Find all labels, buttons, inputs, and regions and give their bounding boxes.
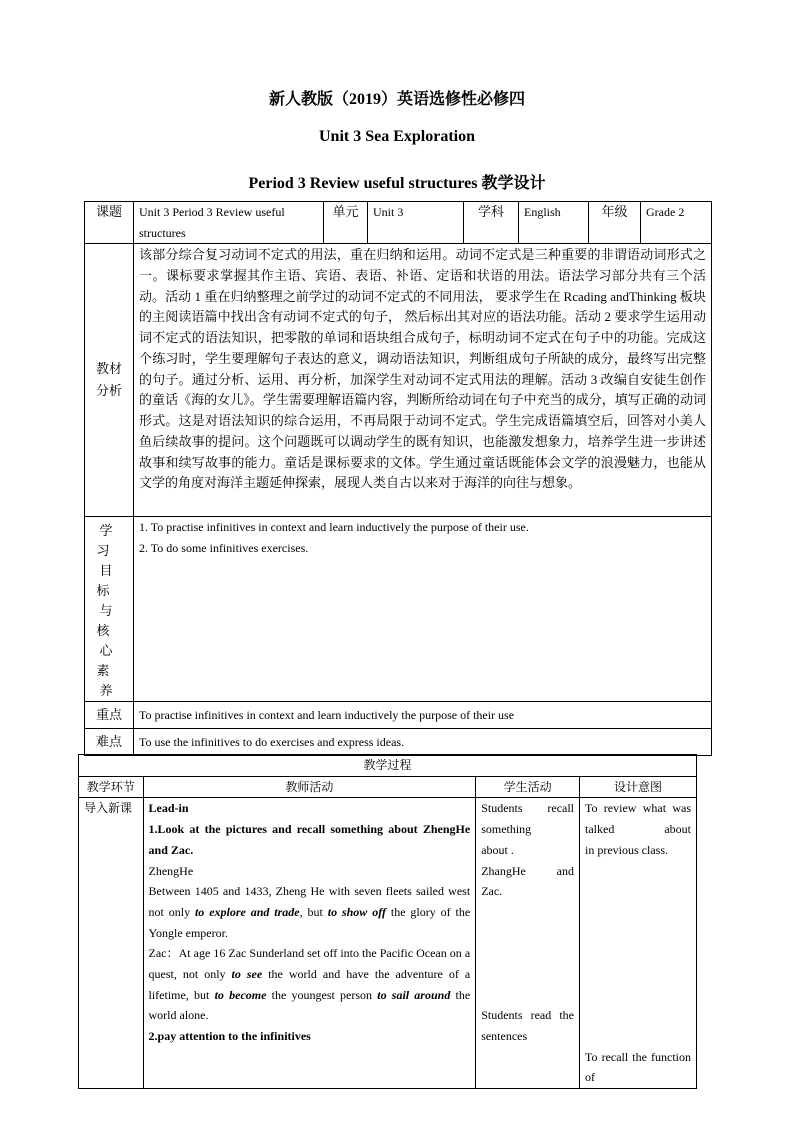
zac-passage — [149, 943, 471, 1026]
student-text-1a: Students recall something — [481, 801, 575, 837]
task-1-text: 1.Look at the pictures and recall something about ZhengHe and Zac. — [148, 822, 471, 857]
student-text-1b: about . — [481, 842, 514, 857]
task-2-text: 2.pay attention to the infinitives — [148, 1029, 311, 1044]
goals-label-line-5: 养 — [99, 683, 125, 699]
zac-text-g: the world alone. — [148, 987, 471, 1023]
unit-value: Unit 3 — [368, 202, 464, 244]
goals-label-line-2: 目标 — [96, 563, 125, 599]
analysis-label — [85, 244, 134, 517]
student-text-1d: Zac. — [481, 884, 503, 899]
design-intent — [580, 798, 697, 1089]
step-name: 导入新课 — [79, 798, 144, 1089]
key-value: To practise infinitives in context and learn inductively the purpose of their use — [134, 702, 712, 729]
goals-label-line-3: 与核 — [96, 603, 125, 639]
subject-label: 学科 — [464, 202, 519, 244]
zac-infinitive-3: to sail around — [377, 987, 451, 1002]
teaching-process-table — [78, 754, 697, 1089]
key-label: 重点 — [85, 702, 134, 729]
process-header-row — [79, 776, 697, 798]
topic-label: 课题 — [85, 202, 134, 244]
student-text-2: Students read the sentences — [481, 1007, 575, 1043]
zac-text-e: the youngest person — [266, 987, 378, 1002]
zhenghe-text-a: Between 1405 and 1433, Zheng He with seven fleets sailed west not only — [148, 884, 471, 919]
unit-label: 单元 — [324, 202, 368, 244]
intent-text-1b: in previous class. — [585, 842, 669, 857]
student-text-1c: ZhangHe and — [481, 863, 575, 878]
col-header-step: 教学环节 — [79, 776, 144, 798]
goal-item-1: 1. To practise infinitives in context and learn inductively the purpose of their use. — [139, 520, 529, 535]
leadin-heading: Lead-in — [148, 801, 189, 816]
zac-text-c: the world and have the adventure of a lifetime, but — [148, 967, 471, 1002]
info-row-goals — [85, 517, 712, 702]
zhenghe-passage — [149, 881, 471, 943]
zhenghe-infinitive-2: to show off — [327, 904, 386, 919]
difficulty-label: 难点 — [85, 729, 134, 756]
info-row-difficulty — [85, 729, 712, 756]
goals-label-line-4: 心素 — [96, 643, 125, 679]
intent-text-1a: To review what was talked about — [585, 801, 691, 837]
intent-text-2: To recall the function of — [585, 1049, 691, 1085]
goals-label — [85, 517, 134, 702]
col-header-student: 学生活动 — [476, 776, 580, 798]
process-title: 教学过程 — [79, 755, 697, 777]
student-activity — [476, 798, 580, 1089]
process-title-row — [79, 755, 697, 777]
course-info-table — [84, 201, 712, 756]
zhenghe-heading: ZhengHe — [148, 863, 194, 878]
difficulty-value: To use the infinitives to do exercises and express ideas. — [134, 729, 712, 756]
goals-text — [134, 517, 712, 702]
topic-value: Unit 3 Period 3 Review useful structures — [134, 202, 324, 244]
analysis-label-line-2: 分析 — [95, 383, 122, 399]
analysis-label-line-1: 教材 — [95, 361, 122, 377]
zhenghe-infinitive-1: to explore and trade — [194, 904, 300, 919]
student-spacer — [481, 902, 574, 1005]
zhenghe-text-e: the glory of the Yongle emperor. — [148, 904, 471, 940]
info-row-topic — [85, 202, 712, 244]
process-row-leadin — [79, 798, 697, 1089]
zac-text-a: Zac：At age 16 Zac Sunderland set off into the Pacific Ocean on a quest, not only — [148, 946, 471, 982]
period-title: Period 3 Review useful structures 教学设计 — [248, 175, 546, 192]
goal-item-2: 2. To do some infinitives exercises. — [139, 540, 309, 555]
col-header-intent: 设计意图 — [580, 776, 697, 798]
zac-infinitive-1: to see — [231, 967, 263, 982]
intent-spacer — [585, 861, 691, 1047]
analysis-text: 该部分综合复习动词不定式的用法，重在归纳和运用。动词不定式是三种重要的非谓语动词形式之一。课标要求掌握其作主语、宾语、表语、补语、定语和状语的用法。语法学习部分共有三个活动。活动 1 重在归纳整理之前学过的动词不定式的不同用法， 要求学生在 Rcading andThinking 板块的主阅读语篇中找出含有动词不定式的句子， 然后标出其对应的语法功能。活动 2 要求学生运用动词不定式的语法知识，把零散的单词和语块组合成句子，标明动词不定式在句子中的功能。完成这个练习时，学生要理解句子表达的意义，调动语法知识，判断组成句子所缺的成分，最终写出完整的句子。通过分析、运用、再分析，加深学生对动词不定式用法的理解。活动 3 改编自安徒生创作的童话《海的女儿》。学生需要理解语篇内容，判断所给动词在句子中充当的成分，填写正确的动词形式。这是对语法知识的综合运用，不再局限于动词不定式。学生完成语篇填空后，回答对小美人鱼后续故事的提问。这个问题既可以调动学生的既有知识，也能激发想象力，培养学生进一步讲述故事和续写故事的能力。童话是课标要求的文体。学生通过童话既能体会文学的浪漫魅力，也能从文学的角度对海洋主题延伸探索，展现人类自古以来对于海洋的向往与想象。 — [134, 244, 712, 517]
info-row-analysis — [85, 244, 712, 517]
document-title: 新人教版（2019）英语选修性必修四 — [268, 91, 525, 108]
grade-value: Grade 2 — [641, 202, 712, 244]
teacher-activity — [143, 798, 476, 1089]
info-row-key — [85, 702, 712, 729]
grade-label: 年级 — [589, 202, 641, 244]
col-header-teacher: 教师活动 — [143, 776, 476, 798]
goals-label-line-1: 学习 — [96, 523, 125, 559]
zhenghe-text-c: , but — [299, 904, 328, 919]
zac-infinitive-2: to become — [214, 987, 267, 1002]
subject-value: English — [519, 202, 589, 244]
unit-title: Unit 3 Sea Exploration — [318, 128, 475, 145]
